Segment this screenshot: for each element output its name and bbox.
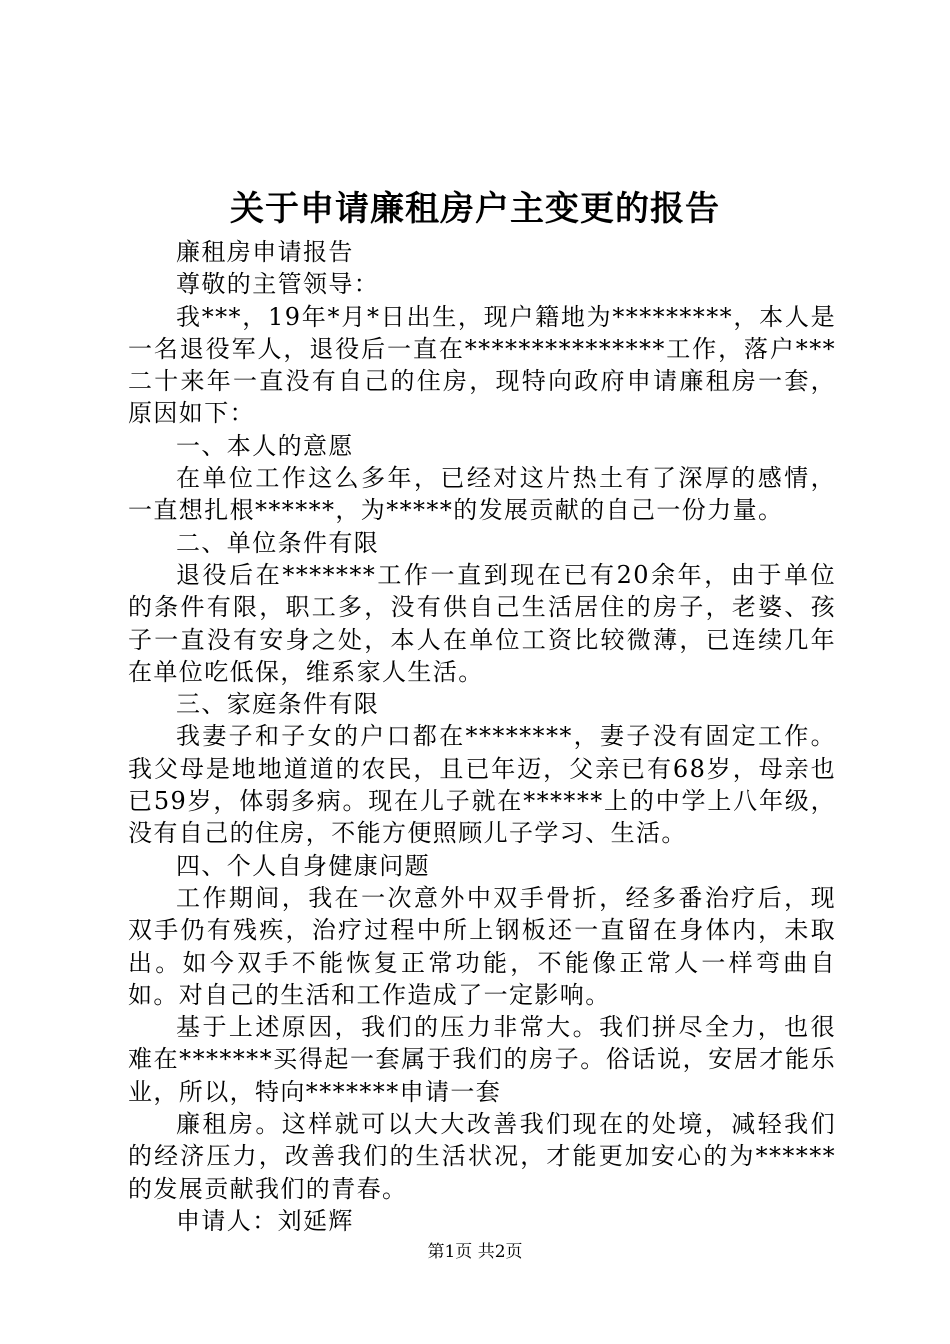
paragraph-section-4: 工作期间，我在一次意外中双手骨折，经多番治疗后，现双手仍有残疾，治疗过程中所上钢板还一直留在身体内，未取出。如今双手不能恢复正常功能，不能像正常人一样弯曲自如。对自己的生活和工作造成了一定影响。 [128, 883, 836, 1009]
section-heading-2: 二、单位条件有限 [176, 528, 380, 557]
page-number-footer: 第1页 共2页 [427, 1242, 523, 1262]
paragraph-section-3: 我妻子和子女的户口都在********，妻子没有固定工作。我父母是地地道道的农民，且已年迈，父亲已有68岁，母亲也已59岁，体弱多病。现在儿子就在******上的中学上八年级，没有自己的住房，不能方便照顾儿子学习、生活。 [128, 722, 836, 848]
paragraph-heading-report: 廉租房申请报告 [176, 238, 354, 266]
paragraph-conclusion-continued: 廉租房。这样就可以大大改善我们现在的处境，减轻我们的经济压力，改善我们的生活状况，才能更加安心的为******的发展贡献我们的青春。 [128, 1110, 836, 1203]
section-heading-3: 三、家庭条件有限 [176, 690, 380, 719]
paragraph-section-2: 退役后在*******工作一直到现在已有20余年，由于单位的条件有限，职工多，没有供自己生活居住的房子，老婆、孩子一直没有安身之处，本人在单位工资比较微薄，已连续几年在单位吃低保，维系家人生活。 [128, 560, 836, 686]
document-body [128, 236, 836, 1237]
section-heading-4: 四、个人自身健康问题 [176, 851, 430, 880]
paragraph-salutation: 尊敬的主管领导： [176, 270, 380, 299]
document-title: 关于申请廉租房户主变更的报告 [230, 189, 720, 229]
paragraph-section-1: 在单位工作这么多年，已经对这片热土有了深厚的感情，一直想扎根******，为*****的发展贡献的自己一份力量。 [128, 464, 836, 525]
section-heading-1: 一、本人的意愿 [176, 431, 354, 460]
paragraph-intro: 我***，19年*月*日出生，现户籍地为*********，本人是一名退役军人，退役后一直在***************工作，落户***二十来年一直没有自己的住房，现特向政府申请廉租房一套，原因如下： [128, 302, 836, 428]
paragraph-conclusion: 基于上述原因，我们的压力非常大。我们拼尽全力，也很难在*******买得起一套属于我们的房子。俗话说，安居才能乐业，所以，特向*******申请一套 [128, 1013, 836, 1106]
applicant-signature: 申请人：刘延辉 [176, 1206, 354, 1235]
